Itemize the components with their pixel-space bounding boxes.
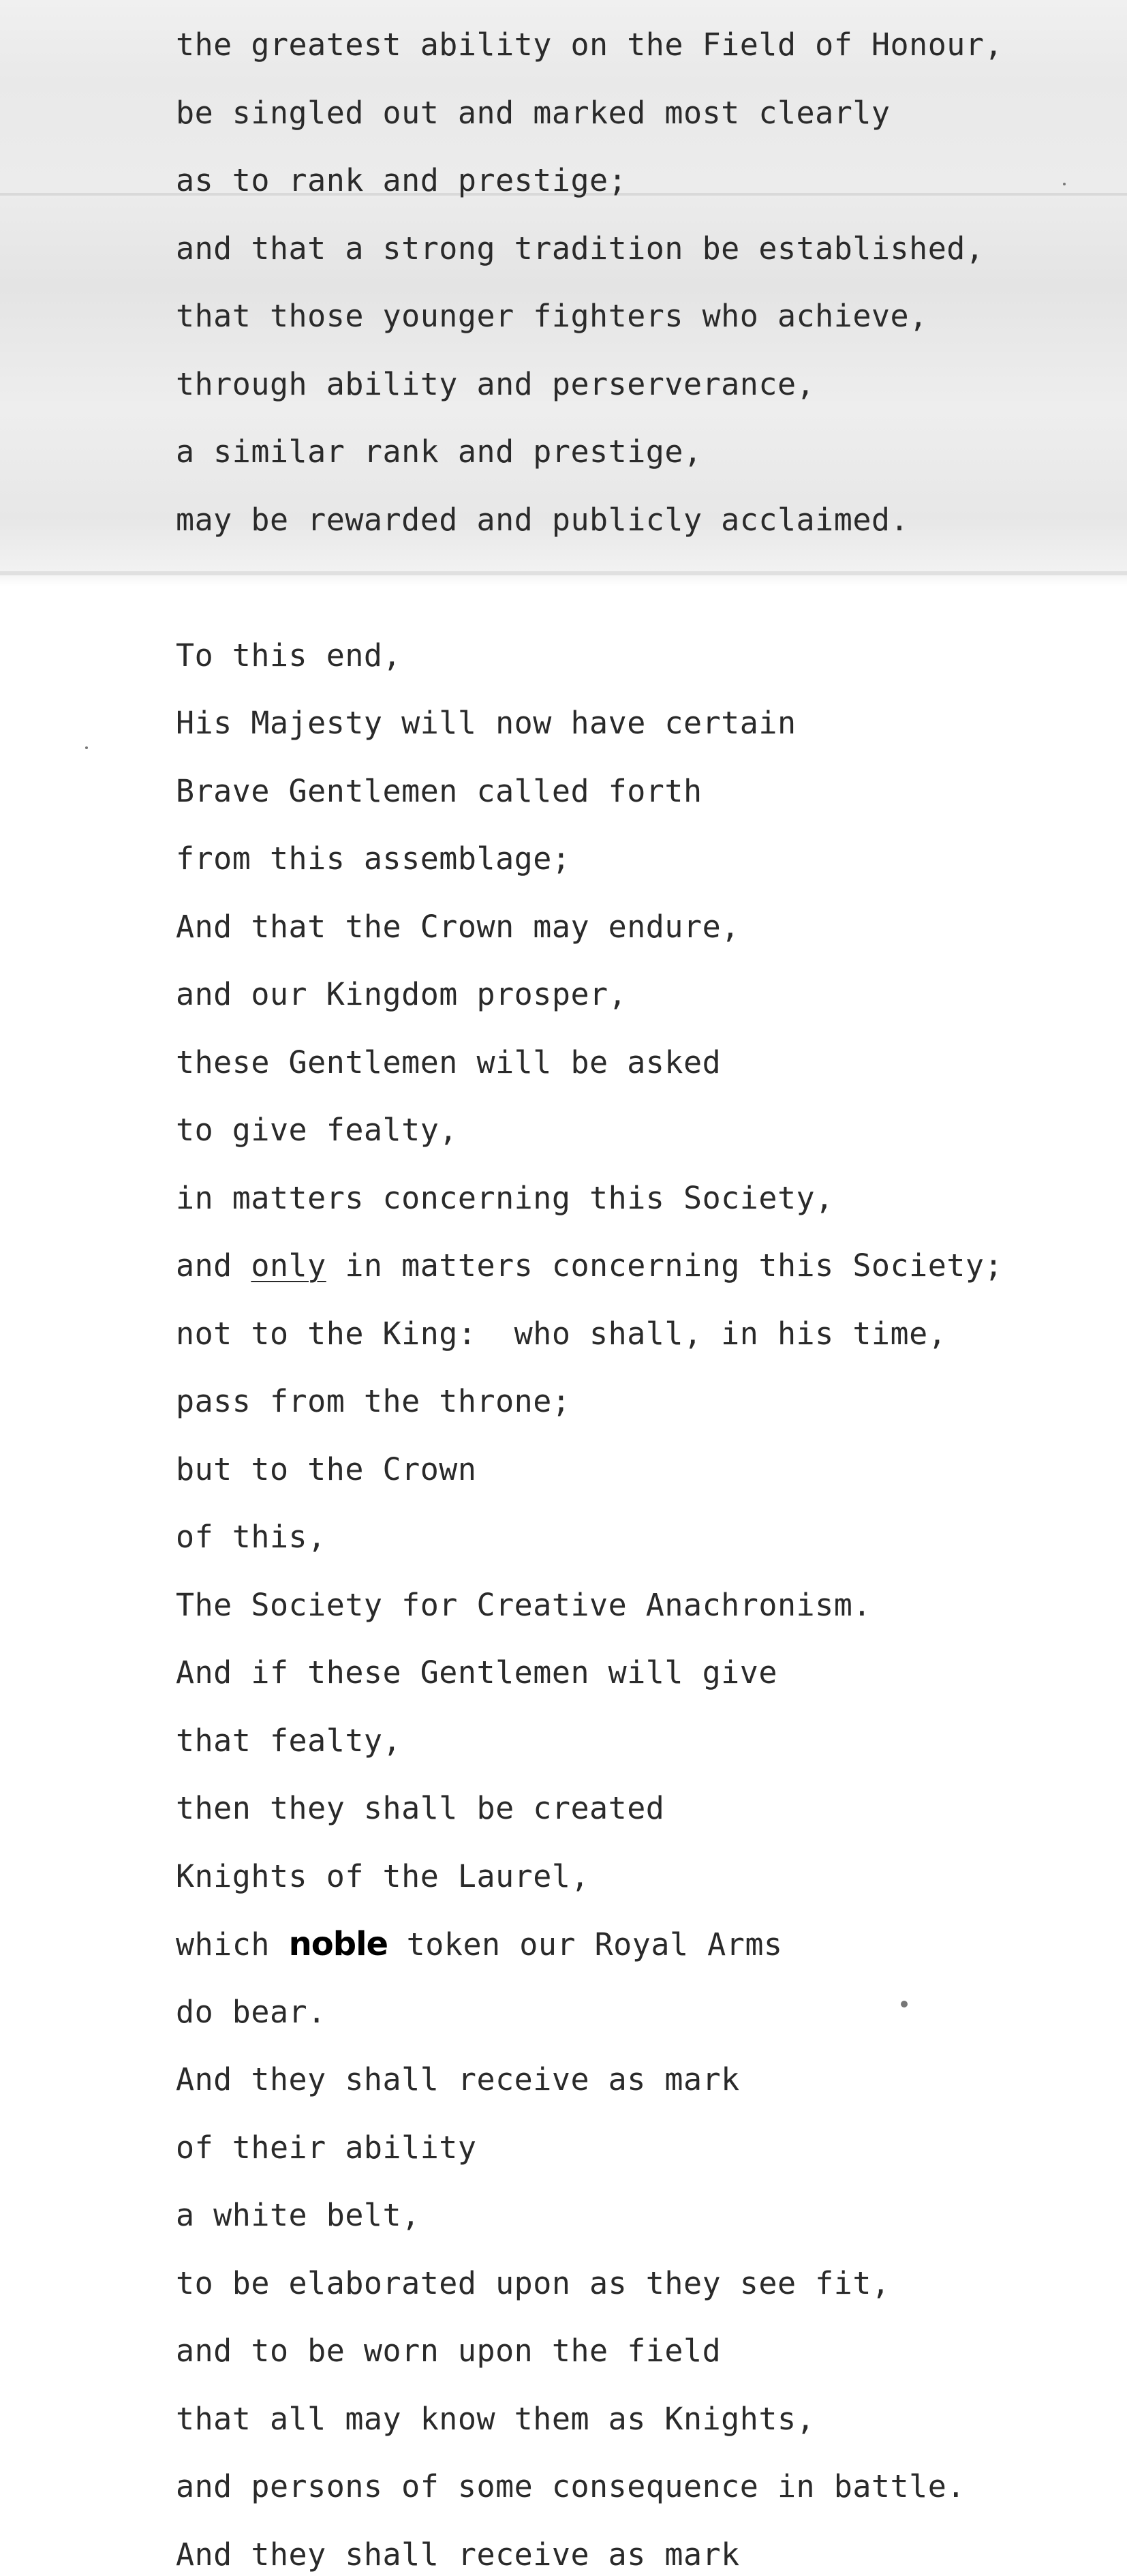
text-line: but to the Crown bbox=[176, 1451, 477, 1487]
text-line: then they shall be created bbox=[176, 1790, 665, 1826]
text-line: to be elaborated upon as they see fit, bbox=[176, 2264, 891, 2301]
text-line: Knights of the Laurel, bbox=[176, 1858, 590, 1894]
text-line: that fealty, bbox=[176, 1722, 402, 1759]
stanza-break bbox=[176, 562, 1062, 630]
text-line: that all may know them as Knights, bbox=[176, 2400, 816, 2437]
text-line: these Gentlemen will be asked bbox=[176, 1044, 722, 1080]
text-line: a white belt, bbox=[176, 2197, 420, 2233]
text-line: The Society for Creative Anachronism. bbox=[176, 1586, 871, 1623]
ink-speck bbox=[85, 746, 88, 749]
text-line: and persons of some consequence in battle. bbox=[176, 2468, 966, 2504]
text-line: And they shall receive as mark bbox=[176, 2061, 740, 2097]
text-line: to give fealty, bbox=[176, 1112, 458, 1148]
text-line: may be rewarded and publicly acclaimed. bbox=[176, 501, 910, 538]
text-line: that those younger fighters who achieve, bbox=[176, 298, 928, 334]
text-line: do bear. bbox=[176, 1993, 326, 2030]
text-line: and that a strong tradition be established, bbox=[176, 230, 985, 267]
text-line: and our Kingdom prosper, bbox=[176, 976, 628, 1012]
text-line: And that the Crown may endure, bbox=[176, 908, 740, 945]
underlined-word: only bbox=[251, 1247, 326, 1284]
text-segment: and bbox=[176, 1247, 251, 1284]
text-line: pass from the throne; bbox=[176, 1383, 571, 1419]
text-line: be singled out and marked most clearly bbox=[176, 94, 891, 131]
text-line: from this assemblage; bbox=[176, 840, 571, 877]
ink-speck bbox=[901, 2001, 908, 2007]
bold-word: noble bbox=[288, 1925, 388, 1963]
text-line: of this, bbox=[176, 1519, 326, 1555]
text-line-only bbox=[176, 1240, 1062, 1308]
text-line: of their ability bbox=[176, 2129, 477, 2166]
text-line: the greatest ability on the Field of Honour, bbox=[176, 27, 1004, 63]
text-segment: which bbox=[176, 1926, 289, 1963]
text-line: And they shall receive as mark bbox=[176, 2536, 740, 2573]
text-line: not to the King: who shall, in his time, bbox=[176, 1315, 947, 1352]
text-line: To this end, bbox=[176, 637, 402, 673]
text-line: through ability and perserverance, bbox=[176, 365, 816, 402]
text-line: Brave Gentlemen called forth bbox=[176, 772, 703, 809]
text-segment: in matters concerning this Society; bbox=[326, 1247, 1004, 1284]
typewritten-text bbox=[176, 19, 1062, 2576]
text-line: His Majesty will now have certain bbox=[176, 705, 797, 741]
text-line: as to rank and prestige; bbox=[176, 162, 628, 198]
text-line: And if these Gentlemen will give bbox=[176, 1654, 777, 1691]
ink-speck bbox=[1063, 183, 1066, 185]
text-line: in matters concerning this Society, bbox=[176, 1179, 834, 1216]
text-segment: token our Royal Arms bbox=[388, 1926, 783, 1963]
text-line: a similar rank and prestige, bbox=[176, 434, 703, 470]
text-line: and to be worn upon the field bbox=[176, 2333, 722, 2369]
text-line-noble bbox=[176, 1918, 1062, 1986]
